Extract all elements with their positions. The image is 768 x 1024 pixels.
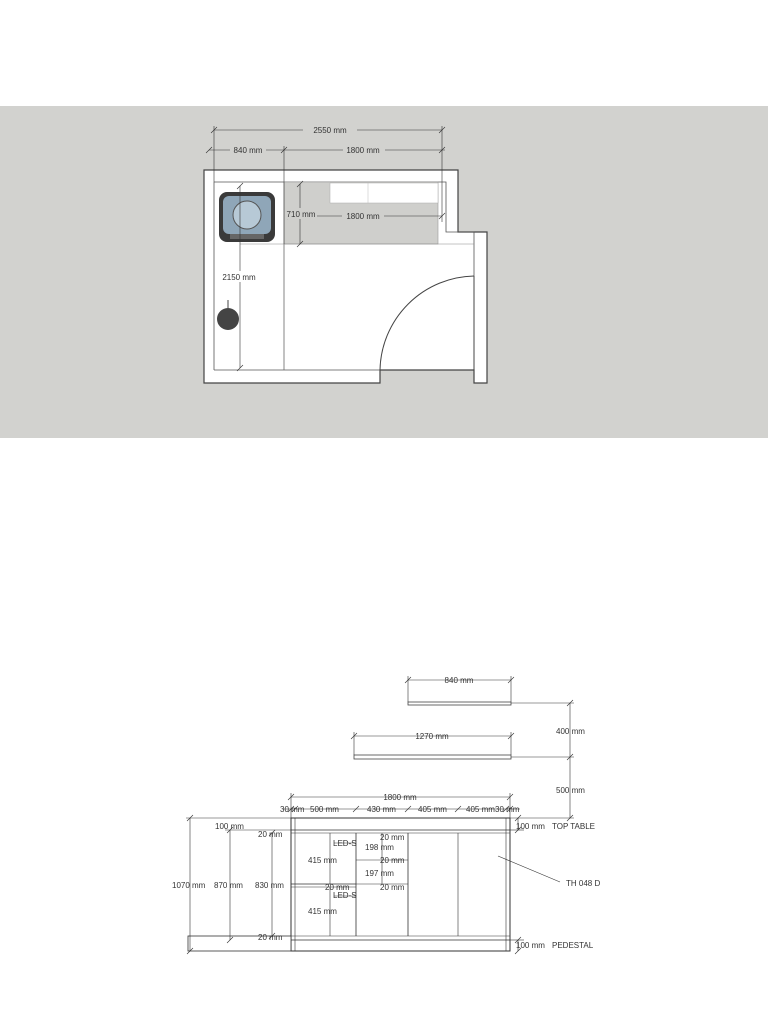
label-led-b: LED-S	[333, 891, 357, 900]
label-top-100: 100 mm	[516, 822, 545, 831]
upper-shelf	[408, 702, 511, 705]
label-ped-100: 100 mm	[516, 941, 545, 950]
dim-500: 500 mm	[556, 786, 585, 795]
dim-415a: 415 mm	[308, 856, 337, 865]
dim-20b: 20 mm	[380, 833, 405, 842]
dim-20f: 20 mm	[258, 933, 283, 942]
dim-20e: 20 mm	[380, 883, 405, 892]
dim-198: 198 mm	[365, 843, 394, 852]
dim-30a: 30 mm	[280, 805, 305, 814]
dim-405a: 405 mm	[418, 805, 447, 814]
dim-1800: 1800 mm	[383, 793, 417, 802]
dim-830: 830 mm	[255, 881, 284, 890]
dim-500-seg: 500 mm	[310, 805, 339, 814]
label-material: TH 048 D	[566, 879, 601, 888]
dim-1070: 1070 mm	[172, 881, 206, 890]
dim-counter-length: 1800 mm	[346, 212, 380, 221]
dim-right: 1800 mm	[346, 146, 380, 155]
label-top-table: TOP TABLE	[552, 822, 595, 831]
label-pedestal: PEDESTAL	[552, 941, 594, 950]
label-led-a: LED-S	[333, 839, 357, 848]
dim-1270: 1270 mm	[415, 732, 449, 741]
dim-405b: 405 mm	[466, 805, 495, 814]
lower-shelf	[354, 755, 511, 759]
dim-430: 430 mm	[367, 805, 396, 814]
dim-height: 2150 mm	[222, 273, 256, 282]
dim-30b: 30 mm	[495, 805, 520, 814]
dim-20a: 20 mm	[258, 830, 283, 839]
dim-870: 870 mm	[214, 881, 243, 890]
dim-20d: 20 mm	[325, 883, 350, 892]
dim-400: 400 mm	[556, 727, 585, 736]
elevation-dimensions	[186, 676, 574, 954]
dim-197: 197 mm	[365, 869, 394, 878]
dim-840: 840 mm	[444, 676, 474, 685]
dim-left: 840 mm	[233, 146, 263, 155]
dim-counter-depth: 710 mm	[286, 210, 316, 219]
dim-415b: 415 mm	[308, 907, 337, 916]
dim-top-100: 100 mm	[215, 822, 244, 831]
dim-total: 2550 mm	[313, 126, 347, 135]
dim-20c: 20 mm	[380, 856, 405, 865]
